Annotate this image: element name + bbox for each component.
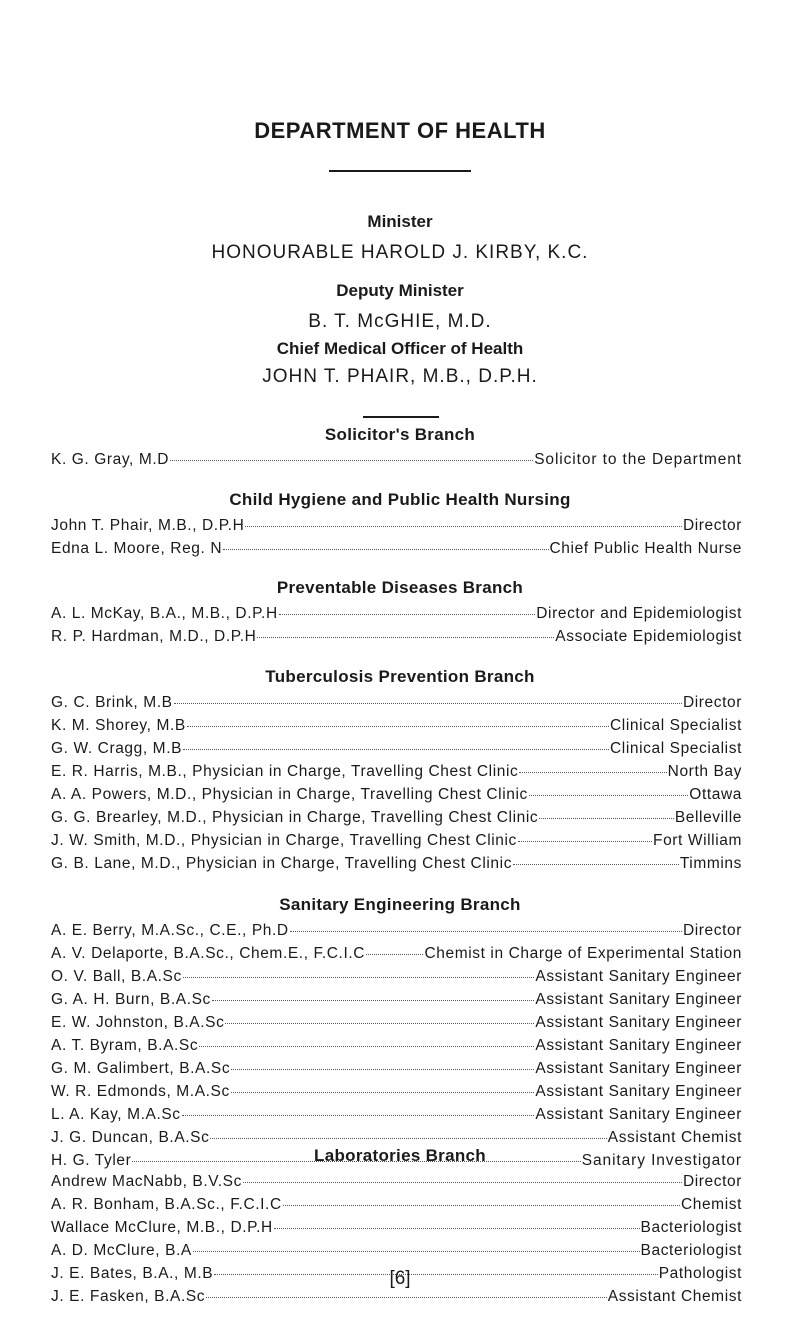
staff-name: L. A. Kay, M.A.Sc [51,1105,181,1123]
staff-list-preventable-diseases [51,602,742,648]
staff-row [51,514,742,537]
dot-leader [539,806,674,822]
office-heading-chief-medical-officer: Chief Medical Officer of Health [276,339,524,358]
staff-title: Chief Public Health Nurse [549,539,742,557]
staff-row [51,1239,742,1262]
staff-title: Assistant Sanitary Engineer [535,1036,742,1054]
staff-row [51,806,742,829]
staff-row [51,919,742,942]
staff-row [51,1216,742,1239]
staff-row [51,1103,742,1126]
staff-title: Assistant Chemist [607,1128,742,1146]
dot-leader [231,1057,534,1073]
staff-row [51,1034,742,1057]
dot-leader [225,1011,534,1027]
page-title: DEPARTMENT OF HEALTH [254,118,546,143]
dot-leader [174,691,682,707]
dot-leader [274,1216,640,1232]
staff-name: J. G. Duncan, B.A.Sc [51,1128,210,1146]
dot-leader [182,1103,535,1119]
staff-list-child-hygiene [51,514,742,560]
staff-row [51,737,742,760]
staff-title: Associate Epidemiologist [555,627,742,645]
office-heading-minister: Minister [367,212,433,231]
staff-name: A. L. McKay, B.A., M.B., D.P.H [51,604,278,622]
staff-title: Clinical Specialist [609,716,742,734]
section-heading-child-hygiene: Child Hygiene and Public Health Nursing [229,490,571,509]
office-name-chief-medical-officer: JOHN T. PHAIR, M.B., D.P.H. [262,366,538,387]
section-heading-tuberculosis-prevention: Tuberculosis Prevention Branch [265,667,535,686]
staff-title: Ottawa [689,785,742,803]
staff-name: H. G. Tyler [51,1151,132,1169]
office-heading-deputy-minister: Deputy Minister [336,281,464,300]
staff-title: Fort William [653,831,742,849]
staff-name: A. A. Powers, M.D., Physician in Charge, Travelling Chest Clinic [51,785,528,803]
title-divider [329,170,471,172]
staff-name: G. M. Galimbert, B.A.Sc [51,1059,231,1077]
staff-title: Assistant Sanitary Engineer [535,967,742,985]
dot-leader [183,965,535,981]
dot-leader [243,1170,682,1186]
staff-row [51,942,742,965]
staff-title: Chemist in Charge of Experimental Station [424,944,742,962]
staff-title: Assistant Sanitary Engineer [535,990,742,1008]
staff-name: G. G. Brearley, M.D., Physician in Charge, Travelling Chest Clinic [51,808,539,826]
staff-name: K. M. Shorey, M.B [51,716,186,734]
staff-title: Clinical Specialist [609,739,742,757]
staff-title: Assistant Sanitary Engineer [535,1059,742,1077]
dot-leader [257,625,554,641]
staff-title: Assistant Sanitary Engineer [535,1013,742,1031]
staff-name: Wallace McClure, M.B., D.P.H [51,1218,273,1236]
staff-row [51,691,742,714]
staff-title: Sanitary Investigator [581,1151,742,1169]
staff-title: Director [682,693,742,711]
staff-title: Bacteriologist [640,1218,742,1236]
staff-row [51,852,742,875]
staff-row [51,714,742,737]
page-number: [6] [389,1268,411,1289]
staff-name: A. T. Byram, B.A.Sc [51,1036,199,1054]
staff-name: G. B. Lane, M.D., Physician in Charge, Travelling Chest Clinic [51,854,513,872]
dot-leader [366,942,423,958]
section-heading-sanitary-engineering: Sanitary Engineering Branch [279,895,521,914]
staff-name: John T. Phair, M.B., D.P.H [51,516,245,534]
dot-leader [518,829,652,845]
staff-title: Director and Epidemiologist [536,604,742,622]
dot-leader [199,1034,534,1050]
section-heading-laboratories: Laboratories Branch [314,1146,486,1165]
office-name-deputy-minister: B. T. McGHIE, M.D. [308,311,492,332]
staff-row [51,988,742,1011]
staff-row [51,965,742,988]
dot-leader [212,988,534,1004]
staff-title: Assistant Sanitary Engineer [535,1105,742,1123]
staff-name: J. E. Fasken, B.A.Sc [51,1287,206,1305]
staff-name: G. W. Cragg, M.B [51,739,183,757]
staff-name: Edna L. Moore, Reg. N [51,539,223,557]
staff-name: K. G. Gray, M.D [51,450,170,468]
staff-title: North Bay [667,762,742,780]
staff-title: Director [682,1172,742,1190]
staff-row [51,1193,742,1216]
staff-title: Belleville [674,808,742,826]
staff-row [51,602,742,625]
dot-leader [279,602,536,618]
office-name-minister: HONOURABLE HAROLD J. KIRBY, K.C. [211,242,589,263]
staff-name: Andrew MacNabb, B.V.Sc [51,1172,242,1190]
staff-name: J. W. Smith, M.D., Physician in Charge, Travelling Chest Clinic [51,831,517,849]
staff-list-solicitors-branch [51,448,742,471]
staff-name: G. C. Brink, M.B [51,693,173,711]
staff-name: G. A. H. Burn, B.A.Sc [51,990,211,1008]
dot-leader [283,1193,680,1209]
staff-title: Solicitor to the Department [534,450,742,468]
staff-list-sanitary-engineering [51,919,742,1172]
staff-row [51,625,742,648]
staff-name: A. V. Delaporte, B.A.Sc., Chem.E., F.C.I.C [51,944,366,962]
staff-row [51,1057,742,1080]
staff-title: Bacteriologist [640,1241,742,1259]
staff-title: Chemist [680,1195,742,1213]
staff-title: Assistant Sanitary Engineer [535,1082,742,1100]
staff-name: E. R. Harris, M.B., Physician in Charge, Travelling Chest Clinic [51,762,519,780]
dot-leader [193,1239,640,1255]
staff-name: A. R. Bonham, B.A.Sc., F.C.I.C [51,1195,282,1213]
dot-leader [290,919,682,935]
staff-name: R. P. Hardman, M.D., D.P.H [51,627,257,645]
staff-name: E. W. Johnston, B.A.Sc [51,1013,225,1031]
staff-row [51,783,742,806]
dot-leader [170,448,533,464]
dot-leader [210,1126,606,1142]
staff-title: Pathologist [658,1264,742,1282]
staff-row [51,448,742,471]
dot-leader [513,852,679,868]
dot-leader [519,760,666,776]
staff-title: Timmins [679,854,742,872]
staff-title: Director [682,921,742,939]
staff-row [51,1170,742,1193]
dot-leader [231,1080,535,1096]
staff-row [51,1011,742,1034]
staff-row [51,537,742,560]
dot-leader [529,783,688,799]
staff-name: J. E. Bates, B.A., M.B [51,1264,214,1282]
staff-name: O. V. Ball, B.A.Sc [51,967,182,985]
section-heading-solicitors-branch: Solicitor's Branch [324,425,476,444]
staff-name: W. R. Edmonds, M.A.Sc [51,1082,230,1100]
section-heading-preventable-diseases: Preventable Diseases Branch [276,578,524,597]
staff-title: Assistant Chemist [607,1287,742,1305]
staff-title: Director [682,516,742,534]
staff-list-tuberculosis-prevention [51,691,742,875]
dot-leader [183,737,609,753]
dot-leader [223,537,548,553]
staff-row [51,1080,742,1103]
staff-row [51,829,742,852]
dot-leader [187,714,609,730]
staff-name: A. D. McClure, B.A [51,1241,192,1259]
officials-divider [363,416,439,418]
staff-row [51,760,742,783]
dot-leader [245,514,682,530]
staff-name: A. E. Berry, M.A.Sc., C.E., Ph.D [51,921,289,939]
